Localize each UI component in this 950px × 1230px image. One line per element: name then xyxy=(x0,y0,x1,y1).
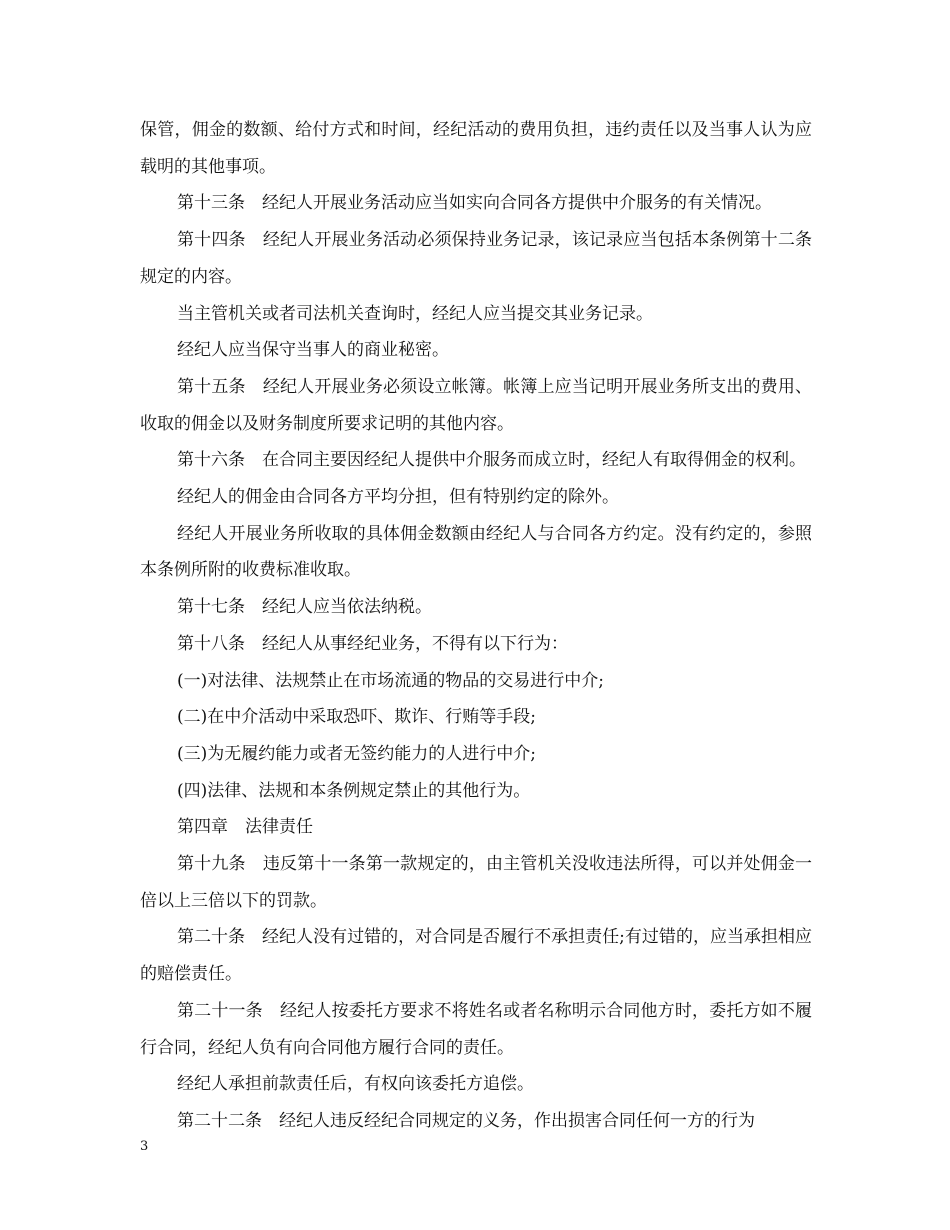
paragraph-20: 经纪人承担前款责任后，有权向该委托方追偿。 xyxy=(177,1074,534,1095)
paragraph-article-15: 第十五条 经纪人开展业务必须设立帐簿。帐簿上应当记明开展业务所支出的费用、收取的佣金以及财务制度所要求记明的其他内容。 xyxy=(140,376,812,434)
list-item-4: (四)法律、法规和本条例规定禁止的其他行为。 xyxy=(177,780,531,801)
paragraph-5: 经纪人应当保守当事人的商业秘密。 xyxy=(177,340,449,361)
paragraph-article-19: 第十九条 违反第十一条第一款规定的，由主管机关没收违法所得，可以并处佣金一倍以上三倍以下的罚款。 xyxy=(140,854,812,911)
paragraph-9: 经纪人开展业务所收取的具体佣金数额由经纪人与合同各方约定。没有约定的，参照本条例所附的收费标准收取。 xyxy=(140,523,812,581)
chapter-heading: 第四章 法律责任 xyxy=(177,817,313,838)
paragraph-4: 当主管机关或者司法机关查询时，经纪人应当提交其业务记录。 xyxy=(177,303,653,324)
paragraph-article-17: 第十七条 经纪人应当依法纳税。 xyxy=(177,597,432,618)
page-number: 3 xyxy=(140,1139,149,1154)
paragraph-article-20: 第二十条 经纪人没有过错的，对合同是否履行不承担责任;有过错的，应当承担相应的赔偿责任。 xyxy=(140,927,812,985)
paragraph-article-22: 第二十二条 经纪人违反经纪合同规定的义务，作出损害合同任何一方的行为 xyxy=(177,1110,755,1131)
list-item-1: (一)对法律、法规禁止在市场流通的物品的交易进行中介; xyxy=(177,670,604,691)
paragraph-article-16: 第十六条 在合同主要因经纪人提供中介服务而成立时，经纪人有取得佣金的权利。 xyxy=(177,450,806,471)
paragraph-8: 经纪人的佣金由合同各方平均分担，但有特别约定的除外。 xyxy=(177,487,619,508)
paragraph-article-18: 第十八条 经纪人从事经纪业务，不得有以下行为： xyxy=(177,633,568,654)
paragraph-article-13: 第十三条 经纪人开展业务活动应当如实向合同各方提供中介服务的有关情况。 xyxy=(177,193,772,214)
paragraph-1: 保管，佣金的数额、给付方式和时间，经纪活动的费用负担，违约责任以及当事人认为应载明的其他事项。 xyxy=(140,120,812,177)
paragraph-article-21: 第二十一条 经纪人按委托方要求不将姓名或者名称明示合同他方时，委托方如不履行合同，经纪人负有向合同他方履行合同的责任。 xyxy=(140,1000,812,1058)
document-body xyxy=(140,112,812,1140)
paragraph-article-14: 第十四条 经纪人开展业务活动必须保持业务记录，该记录应当包括本条例第十二条规定的内容。 xyxy=(140,230,812,287)
list-item-3: (三)为无履约能力或者无签约能力的人进行中介; xyxy=(177,743,536,764)
list-item-2: (二)在中介活动中采取恐吓、欺诈、行贿等手段; xyxy=(177,707,536,728)
